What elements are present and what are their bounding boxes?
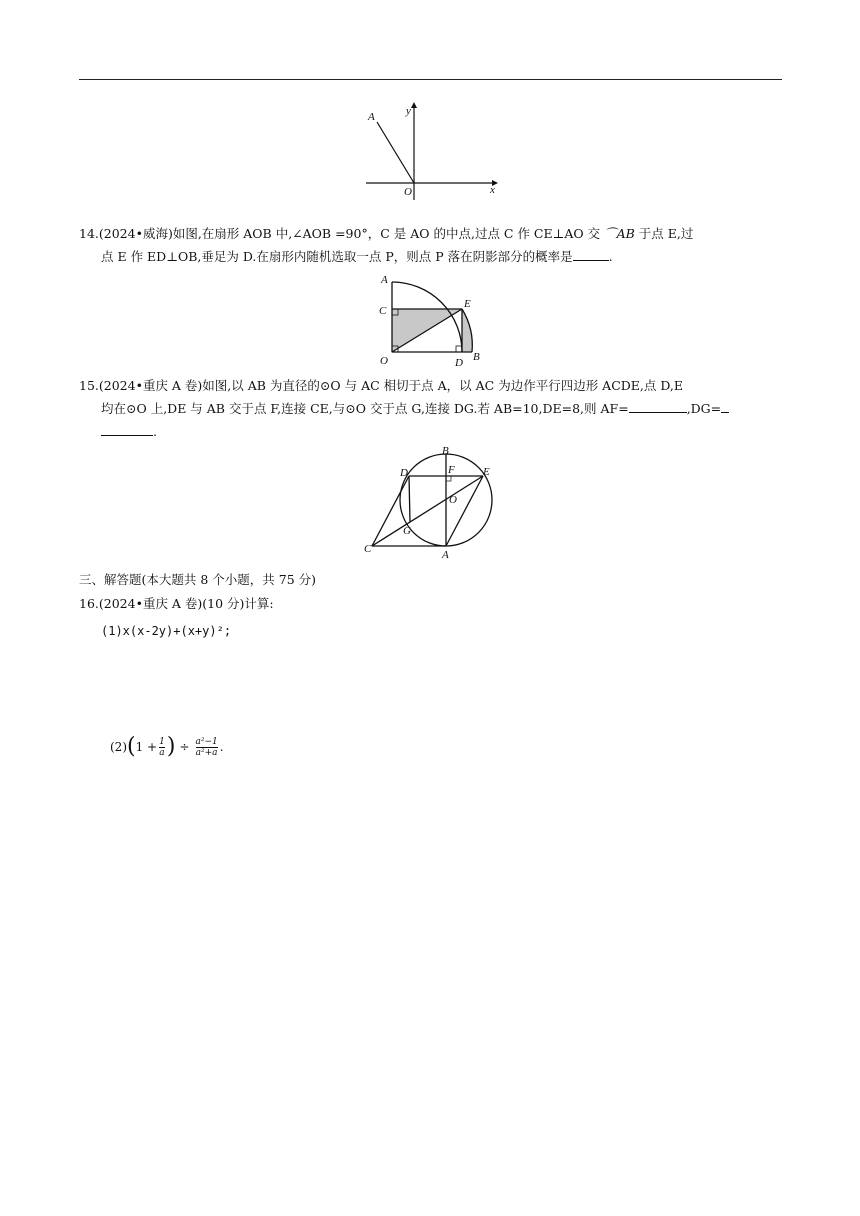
arc-ab-label: ⌒AB: [604, 226, 635, 241]
circle-c-label: C: [364, 543, 372, 555]
origin-label: O: [404, 186, 412, 198]
fraction-1-over-a: $\frac{1}{a}$: [159, 736, 165, 758]
question-16-part2: (2) ( 1 + $\frac{1}{a}$ ) ÷ $\frac{\text{a²−1}}{\text{a²+a}}$ .: [110, 734, 224, 759]
sector-d-label: D: [455, 357, 463, 369]
question-14: 14.(2024•威海)如图,在扇形 AOB 中,∠AOB =90°，C 是 AO 的中点,过点 C 作 CE⊥AO 交 ⌒AB 于点 E,过 点 E 作 ED⊥OB,垂足为 D.在扇形内随机选取一点 P，则点 P 落在阴影部分的概率是 .: [79, 226, 694, 264]
question-16-part1: (1)x(x-2y)+(x+y)²;: [101, 624, 232, 638]
question-15: 15.(2024•重庆 A 卷)如图,以 AB 为直径的⊙O 与 AC 相切于点 A，以 AC 为边作平行四边形 ACDE,点 D,E 均在⊙O 上,DE 与 AB 交于点 F,连接 CE,与⊙O 交于点 G,连接 DG.若 AB=10,DE=8,则 AF= ,DG= .: [79, 374, 784, 443]
question-16-title: 16.(2024•重庆 A 卷)(10 分)计算:: [79, 596, 274, 611]
figure-axes: [360, 100, 500, 200]
q14-line1: 14.(2024•威海)如图,在扇形 AOB 中,∠AOB =90°，C 是 AO 的中点,过点 C 作 CE⊥AO 交: [79, 226, 605, 241]
sector-a-label: A: [381, 274, 388, 286]
circle-e-label: E: [483, 466, 490, 478]
circle-b-label: B: [442, 446, 449, 457]
q15-line1: 15.(2024•重庆 A 卷)如图,以 AB 为直径的⊙O 与 AC 相切于点 A，以 AC 为边作平行四边形 ACDE,点 D,E: [79, 378, 684, 393]
q14-line1-end: 于点 E,过: [634, 226, 694, 241]
circle-g-label: G: [403, 525, 411, 537]
dg-answer-blank-start[interactable]: [721, 399, 729, 413]
header-rule: [79, 79, 782, 80]
sector-c-label: C: [379, 305, 387, 317]
q14-line2: 点 E 作 ED⊥OB,垂足为 D.在扇形内随机选取一点 P，则点 P 落在阴影部分的概率是: [101, 249, 573, 264]
af-answer-blank[interactable]: [629, 399, 687, 413]
y-axis-label: y: [406, 105, 411, 117]
fraction-a2-1-over-a2-a: $\frac{\text{a²−1}}{\text{a²+a}}$: [195, 736, 218, 758]
sector-o-label: O: [380, 355, 388, 367]
q14-answer-blank[interactable]: [573, 247, 609, 261]
figure-sector: [372, 268, 492, 370]
circle-o-label: O: [449, 494, 457, 506]
circle-d-label: D: [400, 467, 408, 479]
section-3-heading: 三、解答题(本大题共 8 个小题，共 75 分): [79, 572, 317, 587]
x-axis-label: x: [490, 184, 495, 196]
circle-f-label: F: [448, 464, 455, 476]
point-a-label: A: [368, 111, 375, 123]
sector-e-label: E: [464, 298, 471, 310]
q15-line2: 均在⊙O 上,DE 与 AB 交于点 F,连接 CE,与⊙O 交于点 G,连接 DG.若 AB=10,DE=8,则 AF=: [101, 401, 629, 416]
circle-a-label: A: [442, 549, 449, 560]
figure-circle: [362, 446, 502, 560]
dg-answer-blank[interactable]: [101, 422, 153, 436]
sector-b-label: B: [473, 351, 480, 363]
